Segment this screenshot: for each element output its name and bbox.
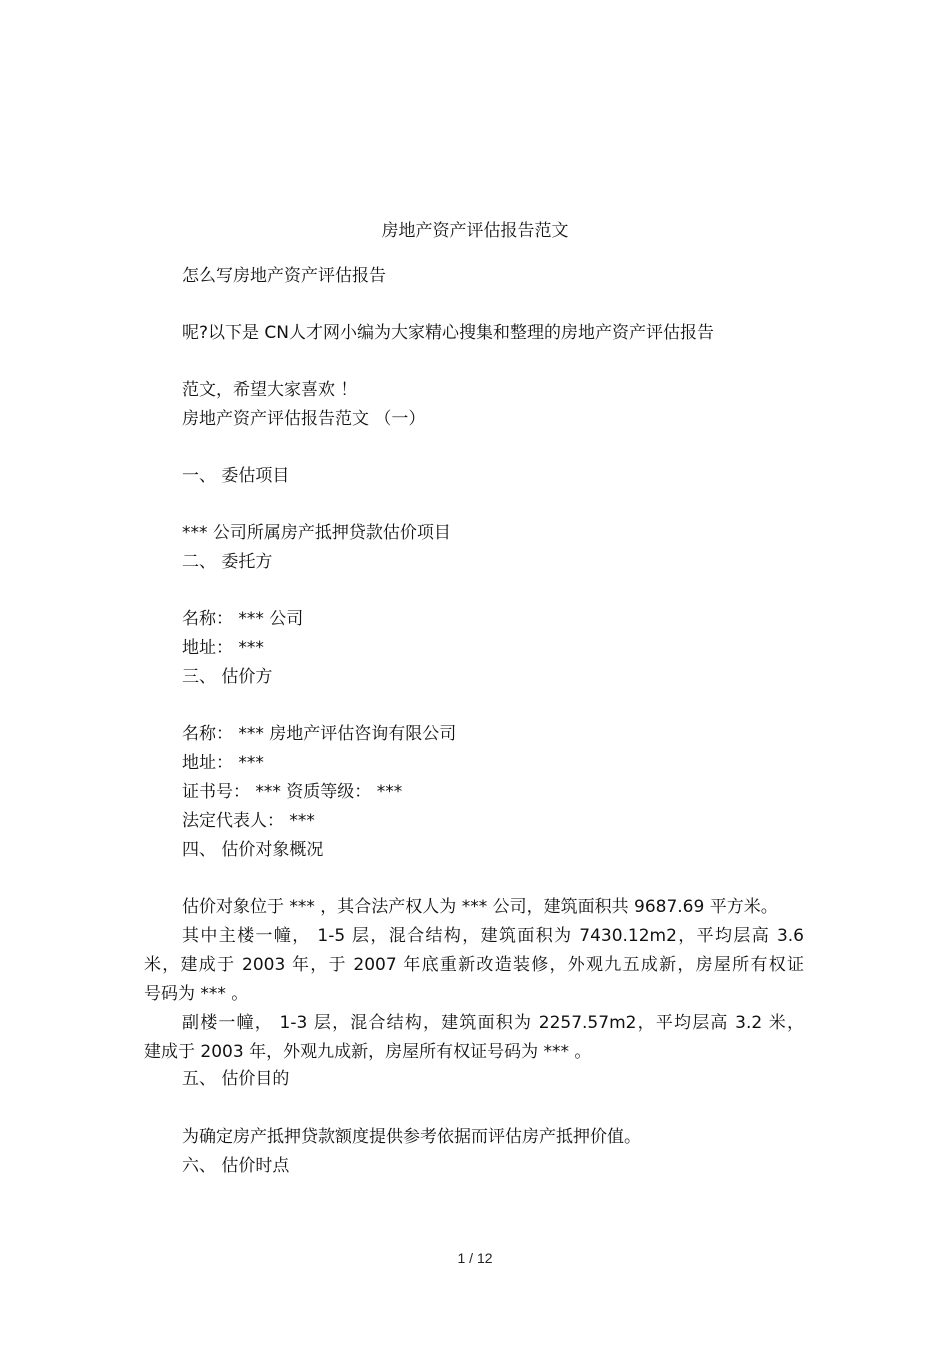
- section-2-heading: 二、 委托方: [182, 552, 273, 572]
- appraiser-name: 名称： *** 房地产评估咨询有限公司: [182, 724, 457, 744]
- appraiser-certificate: 证书号： *** 资质等级： ***: [182, 782, 403, 802]
- page-number: 1 / 12: [457, 1250, 493, 1266]
- section-6-heading: 六、 估价时点: [182, 1156, 290, 1176]
- section-4-paragraph-2-line-2: 米，建成于 2003 年，于 2007 年底重新改造装修，外观九五成新，房屋所有权证: [144, 955, 804, 975]
- subtitle: 房地产资产评估报告范文 （一）: [182, 409, 426, 429]
- section-4-paragraph-2-line-3: 号码为 *** 。: [144, 984, 249, 1004]
- section-4-paragraph-2-line-1: 其中主楼一幢， 1-5 层，混合结构，建筑面积为 7430.12m2，平均层高 3.6: [182, 926, 804, 946]
- intro-line-1: 怎么写房地产资产评估报告: [182, 266, 386, 286]
- section-5-heading: 五、 估价目的: [182, 1069, 290, 1089]
- intro-line-3: 范文，希望大家喜欢 ！: [182, 380, 358, 400]
- section-4-heading: 四、 估价对象概况: [182, 840, 324, 860]
- intro-line-2: 呢?以下是 CN人才网小编为大家精心搜集和整理的房地产资产评估报告: [182, 323, 715, 343]
- section-1-heading: 一、 委估项目: [182, 466, 290, 486]
- section-4-paragraph-3-line-1: 副楼一幢， 1-3 层，混合结构，建筑面积为 2257.57m2，平均层高 3.2 米，: [182, 1013, 804, 1033]
- section-4-paragraph-1: 估价对象位于 *** ，其合法产权人为 *** 公司，建筑面积共 9687.69 平方米。: [182, 897, 778, 917]
- section-1-body: *** 公司所属房产抵押贷款估价项目: [182, 523, 451, 543]
- appraiser-representative: 法定代表人： ***: [182, 811, 315, 831]
- section-3-heading: 三、 估价方: [182, 667, 273, 687]
- section-5-body: 为确定房产抵押贷款额度提供参考依据而评估房产抵押价值。: [182, 1127, 641, 1147]
- appraiser-address: 地址： ***: [182, 753, 264, 773]
- client-name: 名称： *** 公司: [182, 609, 304, 629]
- client-address: 地址： ***: [182, 638, 264, 658]
- document-title: 房地产资产评估报告范文: [381, 221, 569, 241]
- section-4-paragraph-3-line-2: 建成于 2003 年，外观九成新，房屋所有权证号码为 *** 。: [144, 1042, 592, 1062]
